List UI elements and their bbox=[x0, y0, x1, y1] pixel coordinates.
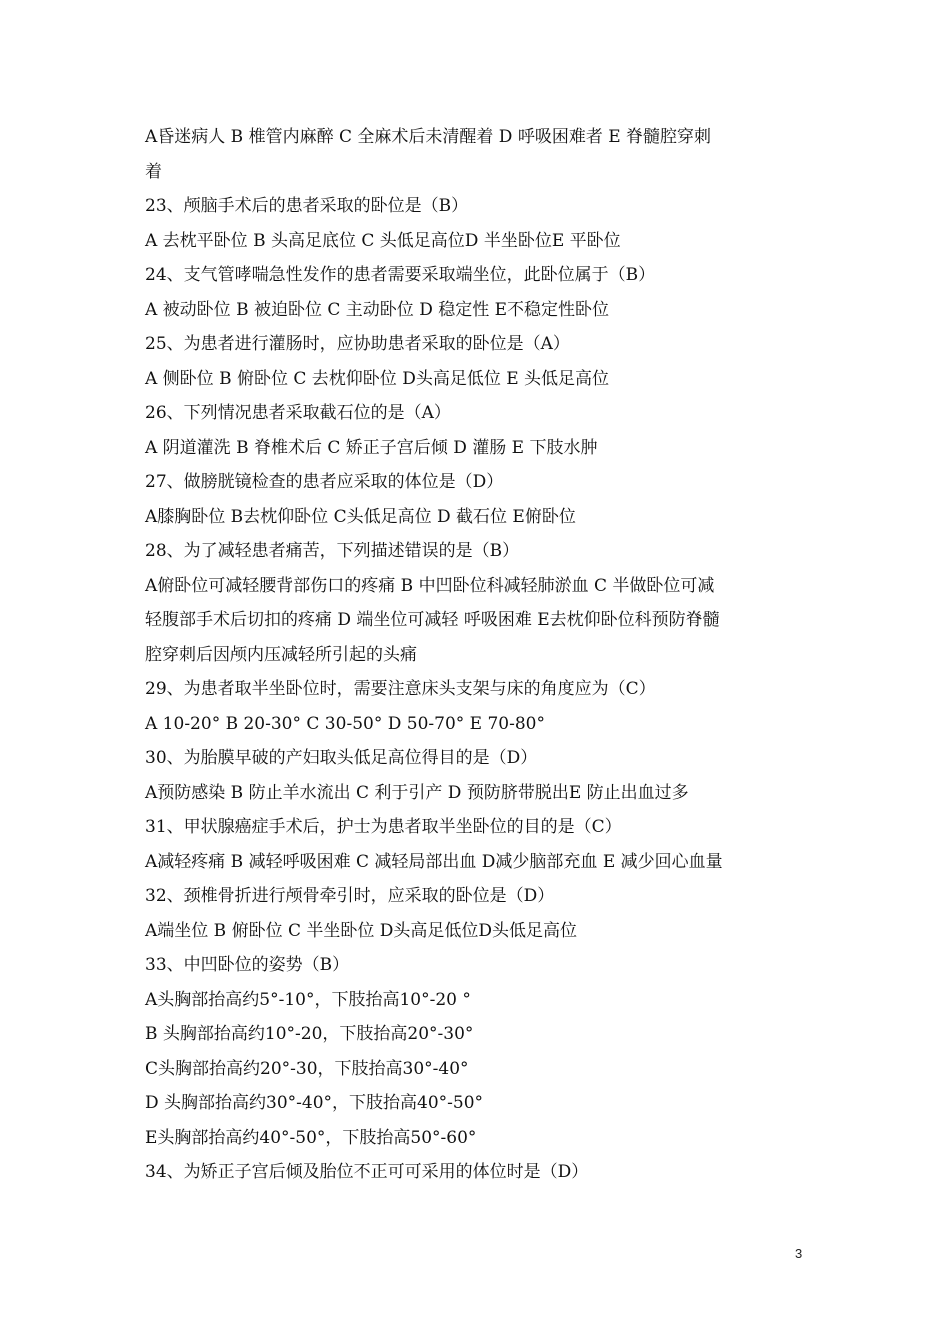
options-32: A端坐位 B 俯卧位 C 半坐卧位 D头高足低位D头低足高位 bbox=[145, 920, 578, 941]
options-28-cont: 腔穿刺后因颅内压减轻所引起的头痛 bbox=[145, 644, 417, 665]
question-25: 25、为患者进行灌肠时，应协助患者采取的卧位是（A） bbox=[145, 334, 570, 354]
option-33-e: E头胸部抬高约40°-50°，下肢抬高50°-60° bbox=[145, 1127, 477, 1148]
question-23: 23、颅脑手术后的患者采取的卧位是（B） bbox=[145, 196, 469, 216]
question-27: 27、做膀胱镜检查的患者应采取的体位是（D） bbox=[145, 472, 504, 492]
options-25: A 侧卧位 B 俯卧位 C 去枕仰卧位 D头高足低位 E 头低足高位 bbox=[145, 368, 610, 389]
page-number: 3 bbox=[795, 1246, 803, 1261]
options-31: A减轻疼痛 B 减轻呼吸困难 C 减轻局部出血 D减少脑部充血 E 减少回心血量 bbox=[145, 851, 723, 872]
options-28-cont: 轻腹部手术后切扣的疼痛 D 端坐位可减轻 呼吸困难 E去枕仰卧位科预防脊髓 bbox=[145, 610, 720, 630]
question-34: 34、为矫正子宫后倾及胎位不正可可采用的体位时是（D） bbox=[145, 1162, 589, 1182]
question-33: 33、中凹卧位的姿势（B） bbox=[145, 955, 350, 975]
question-26: 26、下列情况患者采取截石位的是（A） bbox=[145, 403, 451, 423]
text-line: 着 bbox=[145, 161, 162, 182]
document-body bbox=[145, 120, 835, 1190]
question-29: 29、为患者取半坐卧位时，需要注意床头支架与床的角度应为（C） bbox=[145, 679, 656, 699]
options-30: A预防感染 B 防止羊水流出 C 利于引产 D 预防脐带脱出E 防止出血过多 bbox=[145, 782, 689, 803]
options-27: A膝胸卧位 B去枕仰卧位 C头低足高位 D 截石位 E俯卧位 bbox=[145, 506, 576, 527]
option-33-a: A头胸部抬高约5°-10°，下肢抬高10°-20 ° bbox=[145, 989, 471, 1010]
question-28: 28、为了减轻患者痛苦，下列描述错误的是（B） bbox=[145, 541, 520, 561]
options-23: A 去枕平卧位 B 头高足底位 C 头低足高位D 半坐卧位E 平卧位 bbox=[145, 230, 621, 251]
text-line: A昏迷病人 B 椎管内麻醉 C 全麻术后未清醒着 D 呼吸困难者 E 脊髓腔穿刺 bbox=[145, 127, 712, 147]
question-24: 24、支气管哮喘急性发作的患者需要采取端坐位，此卧位属于（B） bbox=[145, 265, 656, 285]
option-33-d: D 头胸部抬高约30°-40°，下肢抬高40°-50° bbox=[145, 1093, 484, 1113]
option-33-c: C头胸部抬高约20°-30，下肢抬高30°-40° bbox=[145, 1058, 469, 1079]
question-30: 30、为胎膜早破的产妇取头低足高位得目的是（D） bbox=[145, 748, 538, 768]
options-28: A俯卧位可减轻腰背部伤口的疼痛 B 中凹卧位科减轻肺淤血 C 半做卧位可减 bbox=[145, 575, 715, 596]
question-32: 32、颈椎骨折进行颅骨牵引时，应采取的卧位是（D） bbox=[145, 886, 555, 906]
options-29: A 10-20° B 20-30° C 30-50° D 50-70° E 70-80° bbox=[145, 713, 545, 734]
question-31: 31、甲状腺癌症手术后，护士为患者取半坐卧位的目的是（C） bbox=[145, 817, 622, 837]
options-26: A 阴道灌洗 B 脊椎术后 C 矫正子宫后倾 D 灌肠 E 下肢水肿 bbox=[145, 437, 598, 458]
option-33-b: B 头胸部抬高约10°-20，下肢抬高20°-30° bbox=[145, 1024, 474, 1044]
options-24: A 被动卧位 B 被迫卧位 C 主动卧位 D 稳定性 E不稳定性卧位 bbox=[145, 299, 610, 320]
